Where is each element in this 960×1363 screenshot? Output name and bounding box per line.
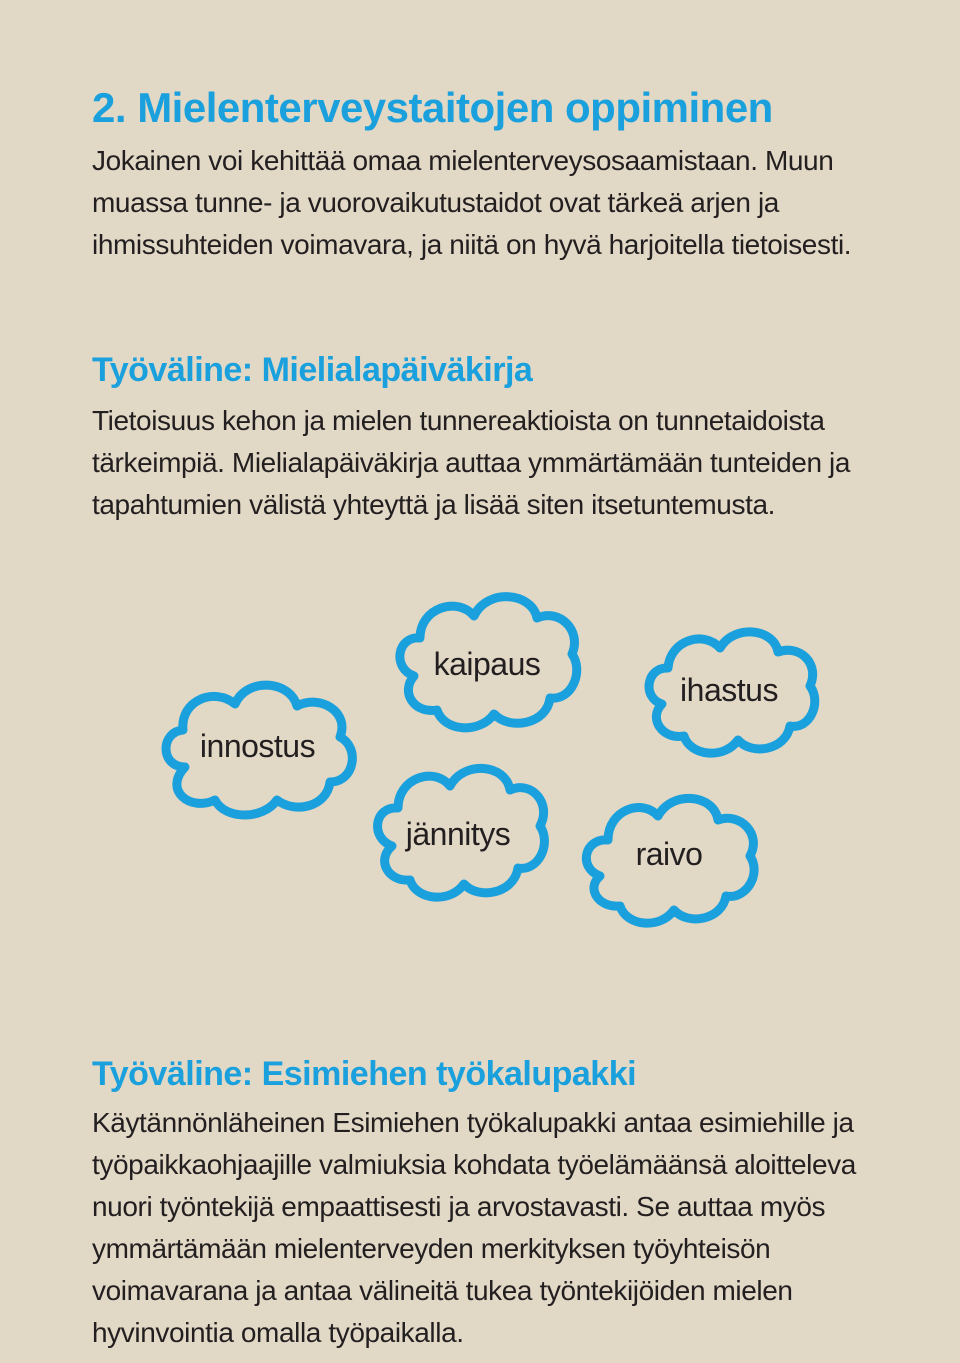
emotion-cloud-ihastus — [640, 622, 818, 762]
section-title: 2. Mielenterveystaitojen oppiminen — [92, 84, 773, 131]
emotion-label: innostus — [199, 728, 316, 764]
emotion-label: jännitys — [405, 816, 511, 852]
section-intro — [92, 84, 892, 266]
emotion-label: raivo — [635, 836, 703, 872]
tool-mood-diary — [92, 350, 892, 526]
emotion-cloud-innostus — [155, 672, 360, 822]
tool-manager-toolkit-text: Käytännönläheinen Esimiehen työkalupakki antaa esimiehille ja työpaikkaohjaajille valmiuksia kohdata työelämäänsä aloitteleva nuori työntekijä empaattisesti ja arvostavasti. Se auttaa myös ymmärtämään mielenterveyden merkityksen työyhteisön voimavarana ja antaa välineitä tukea työntekijöiden mielen hyvinvointia omalla työpaikalla. — [92, 1107, 856, 1348]
emotion-label: kaipaus — [433, 646, 541, 682]
tool-manager-toolkit — [92, 1054, 892, 1354]
tool-mood-diary-title: Työväline: Mielialapäiväkirja — [92, 351, 533, 389]
tool-manager-toolkit-title: Työväline: Esimiehen työkalupakki — [92, 1055, 637, 1093]
intro-paragraph: Jokainen voi kehittää omaa mielenterveysosaamistaan. Muun muassa tunne- ja vuorovaikutustaidot ovat tärkeä arjen ja ihmissuhteiden voimavara, ja niitä on hyvä harjoitella tietoisesti. — [92, 145, 852, 260]
emotion-cloud-kaipaus — [392, 586, 582, 736]
emotion-cloud-jannitys — [368, 758, 548, 906]
emotion-cloud-raivo — [578, 786, 760, 928]
tool-mood-diary-text: Tietoisuus kehon ja mielen tunnereaktioista on tunnetaidoista tärkeimpiä. Mielialapäiväkirja auttaa ymmärtämään tunteiden ja tapahtumien välistä yhteyttä ja lisää siten itsetuntemusta. — [92, 405, 851, 520]
emotion-label: ihastus — [680, 672, 778, 708]
